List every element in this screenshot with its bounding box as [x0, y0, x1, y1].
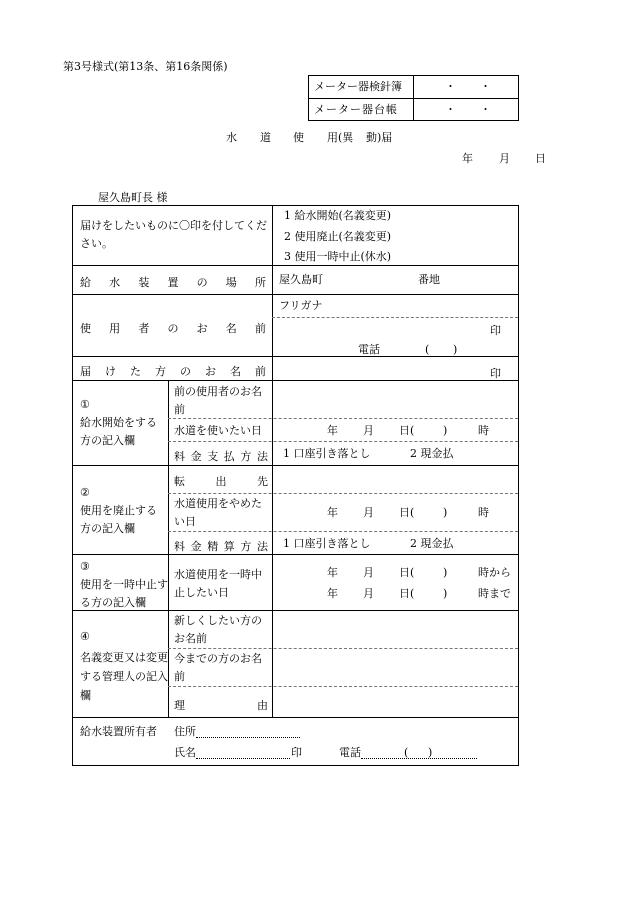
owner-label: 給水装置所有者: [80, 725, 157, 738]
pause-date-label: 水道使用を一時中止したい日: [174, 568, 262, 599]
settlement-option-cash[interactable]: 2 現金払: [410, 537, 454, 550]
location-banchi: 番地: [418, 273, 440, 286]
settlement-option-bank[interactable]: 1 口座引き落とし: [283, 537, 371, 550]
meter-reading-book-label: メーター器検針簿: [314, 80, 402, 93]
owner-name-label: 氏名: [174, 746, 196, 759]
section4-title: 名義変更又は変更する管理人の記入欄: [80, 651, 168, 702]
new-name-label: 新しくしたい方のお名前: [174, 614, 262, 645]
reason-label: 理 由: [174, 699, 268, 712]
user-phone-label: 電話: [358, 343, 380, 356]
payment-option-bank[interactable]: 1 口座引き落とし: [283, 447, 371, 460]
option-pause-use[interactable]: 3 使用一時中止(休水): [284, 250, 392, 263]
settlement-method-label: 料 金 精 算 方 法: [174, 540, 268, 553]
section2-number: ②: [80, 486, 90, 499]
user-seal: 印: [490, 324, 501, 337]
stop-date-label: 水道使用をやめたい日: [174, 497, 262, 528]
section3-title: 使用を一時中止する方の記入欄: [80, 578, 168, 609]
submitter-name-label: 届 け た 方 の お 名 前: [80, 365, 266, 378]
option-start-supply[interactable]: 1 給水開始(名義変更): [284, 209, 392, 222]
furigana-label: フリガナ: [279, 299, 323, 312]
start-date-label: 水道を使いたい日: [174, 424, 262, 437]
section1-number: ①: [80, 398, 90, 411]
payment-method-label: 料 金 支 払 方 法: [174, 450, 268, 463]
owner-name-field[interactable]: [196, 758, 290, 759]
meter-dot: ・: [480, 103, 491, 116]
meter-dot: ・: [445, 103, 456, 116]
owner-seal: 印: [291, 746, 302, 759]
option-stop-use[interactable]: 2 使用廃止(名義変更): [284, 230, 392, 243]
old-name-label: 今までの方のお名前: [174, 652, 262, 683]
addressee: 屋久島町長 様: [98, 191, 168, 204]
location-town: 屋久島町: [279, 273, 323, 286]
owner-address-label: 住所: [174, 725, 196, 738]
prev-user-name-label: 前の使用者のお名前: [174, 385, 262, 416]
owner-phone-label: 電話: [339, 746, 361, 759]
owner-address-field[interactable]: [196, 737, 300, 738]
payment-option-cash[interactable]: 2 現金払: [410, 447, 454, 460]
section2-title: 使用を廃止する方の記入欄: [80, 504, 157, 535]
location-label: 給 水 装 置 の 場 所: [80, 276, 266, 289]
meter-ledger-label: メーター器台帳: [314, 103, 398, 116]
section1-title: 給水開始をする方の記入欄: [80, 416, 157, 447]
section3-number: ③: [80, 560, 90, 573]
request-instruction: 届けをしたいものに〇印を付してください。: [80, 219, 267, 250]
page: 第3号様式(第13条、第16条関係) メーター器検針簿 メーター器台帳 ・ ・ ・ ・ 水 道 使 用(異 動)届 年 月 日 屋久島町長 様 届けをしたいものに〇印を付してください。 1 給水開始(名義変更) 2 使用廃止(名義変更) 3 使用一時中止(休水) 給 水 装 置 の 場 所 屋久島町 番地 使 用 者 の お 名 前 フリガナ 印 電話 ( ) 届 け た 方 の お 名 前 印 ① 給水開始をする方の記入欄 前の使用者のお名前 水道を使いたい日 料 金 支 払 方 法 年 月 日( ) 時 1 口座引き落とし 2 現金払 ② 使用を廃止する方の記入欄 転 出 先 水道使用をやめたい日 年 月 日( ) 時 料 金 精 算 方 法 1 口座引き落とし 2 現金払 ③ 使用を一時中止する方の記入欄 水道使用を一時中止したい日 年 月 日( ) 時から 年 月 日( ) 時まで ④ 名義変更又は変更する管理人の記入欄 新しくしたい方のお名前 今までの方のお名前 理 由 給水装置所有者 住所 氏名 印 電話 ( ): [0, 0, 630, 903]
submitter-seal: 印: [490, 367, 501, 380]
user-name-label: 使 用 者 の お 名 前: [80, 322, 266, 335]
moving-destination-label: 転 出 先: [174, 475, 268, 488]
meter-dot: ・: [445, 80, 456, 93]
meter-dot: ・: [480, 80, 491, 93]
form-number-label: 第3号様式(第13条、第16条関係): [63, 60, 228, 73]
section4-number: ④: [80, 630, 90, 643]
owner-phone-field[interactable]: [361, 758, 477, 759]
